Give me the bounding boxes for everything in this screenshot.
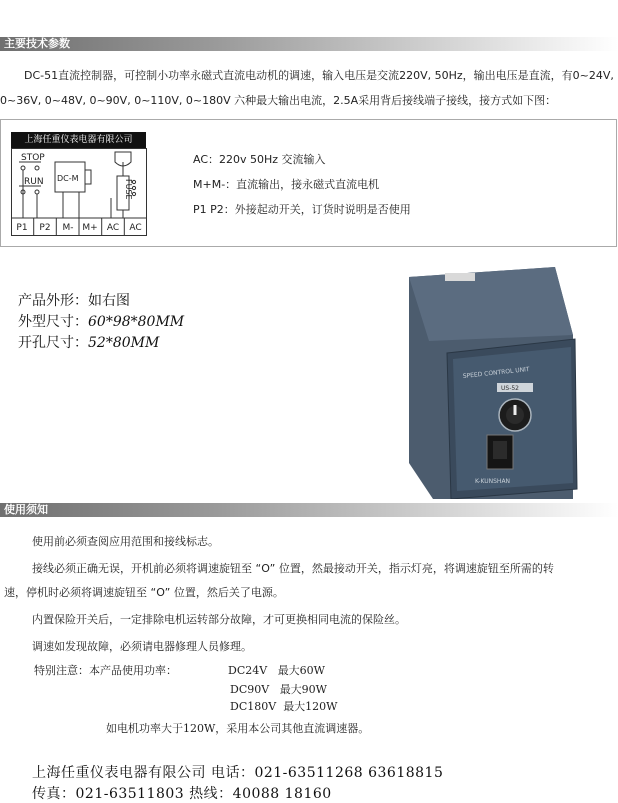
motor-shaft — [85, 170, 91, 184]
usage-para-3: 内置保险开关后，一定排除电机运转部分故障，才可更换相同电流的保险丝。 — [32, 613, 406, 626]
spec-shape-label: 产品外形： — [18, 293, 88, 309]
usage-para-2b: 速，停机时必须将调速旋钮至 “O” 位置，然后关了电源。 — [4, 586, 284, 599]
intro-line-1: DC-51直流控制器，可控制小功率永磁式直流电动机的调速，输入电压是交流220V, 50Hz，输出电压是直流，有0~24V, — [24, 69, 614, 82]
usage-para-4: 调速如发现故障，必须请电器修理人员修理。 — [32, 640, 252, 653]
intro-line-2: 0~36V, 0~48V, 0~90V, 0~110V, 0~180V 六种最大输出电流，2.5A采用背后接线端子接线，接方式如下图： — [0, 94, 557, 107]
section-header-usage — [0, 503, 618, 517]
terminal-p2: P2 — [39, 223, 51, 233]
spec-size-label: 外型尺寸： — [18, 314, 88, 330]
wiring-note-motor: M+M-：直流输出，接永磁式直流电机 — [193, 178, 380, 191]
power-row-2-voltage: DC90V — [230, 683, 270, 696]
power-row-1-voltage: DC24V — [228, 664, 268, 677]
run-label: RUN — [24, 177, 44, 187]
fuse-label: FUSE — [124, 179, 133, 200]
spec-hole-label: 开孔尺寸： — [18, 335, 88, 351]
spec-size-value: 60*98*80MM — [88, 314, 185, 330]
power-switch-rocker — [493, 441, 507, 459]
stop-label: STOP — [21, 153, 45, 163]
panel-brand: K-KUNSHAN — [475, 478, 511, 485]
spec-hole-value: 52*80MM — [88, 335, 160, 351]
terminal-m-plus: M+ — [82, 223, 98, 233]
motor-label: DC-M — [57, 174, 79, 183]
terminal-ac-2: AC — [129, 223, 142, 233]
product-label-sticker — [445, 273, 475, 281]
terminal-ac-1: AC — [106, 223, 120, 233]
wiring-diagram — [11, 148, 147, 236]
power-note-tail: 如电机功率大于120W，采用本公司其他直流调速器。 — [106, 722, 370, 735]
panel-model: US-52 — [501, 385, 519, 392]
power-row-1-power: 最大60W — [277, 664, 325, 677]
power-row-3 — [230, 700, 338, 714]
terminal-p1: P1 — [16, 223, 28, 233]
section-title-specs: 主要技术参数 — [4, 37, 70, 50]
speed-knob-indicator — [514, 405, 517, 415]
footer-company-phone: 上海任重仪表电器有限公司 电话：021-63511268 63618815 — [32, 765, 444, 781]
power-row-2 — [230, 683, 327, 697]
wiring-note-ac: AC：220v 50Hz 交流输入 — [193, 153, 326, 166]
usage-para-1: 使用前必须查阅应用范围和接线标志。 — [32, 535, 219, 548]
footer-fax-hotline: 传真：021-63511803 热线：40088 18160 — [32, 786, 332, 802]
product-top-face — [409, 267, 573, 341]
power-note-label: 特别注意：本产品使用功率： — [34, 664, 177, 677]
usage-para-2a: 接线必须正确无误，开机前必须将调速旋钮至 “O” 位置，然最接动开关，指示灯亮，将调速旋钮至所需的转 — [32, 562, 554, 575]
section-header-specs — [0, 37, 618, 51]
spec-size — [18, 311, 184, 331]
section-title-usage: 使用须知 — [4, 503, 48, 516]
spec-shape — [18, 290, 130, 310]
wiring-note-switch: P1 P2：外接起动开关，订货时说明是否使用 — [193, 203, 411, 216]
spec-hole — [18, 332, 159, 352]
product-photo — [405, 263, 585, 499]
panel-heading: SPEED CONTROL UNIT — [462, 366, 530, 380]
diagram-company-label: 上海任重仪表电器有限公司 — [11, 132, 146, 148]
power-row-1 — [228, 664, 325, 678]
power-row-3-power: 最大120W — [283, 700, 338, 713]
terminal-m-minus: M- — [62, 223, 74, 233]
power-row-3-voltage: DC180V — [230, 700, 277, 713]
power-row-2-power: 最大90W — [279, 683, 327, 696]
spec-shape-value: 如右图 — [88, 293, 130, 309]
